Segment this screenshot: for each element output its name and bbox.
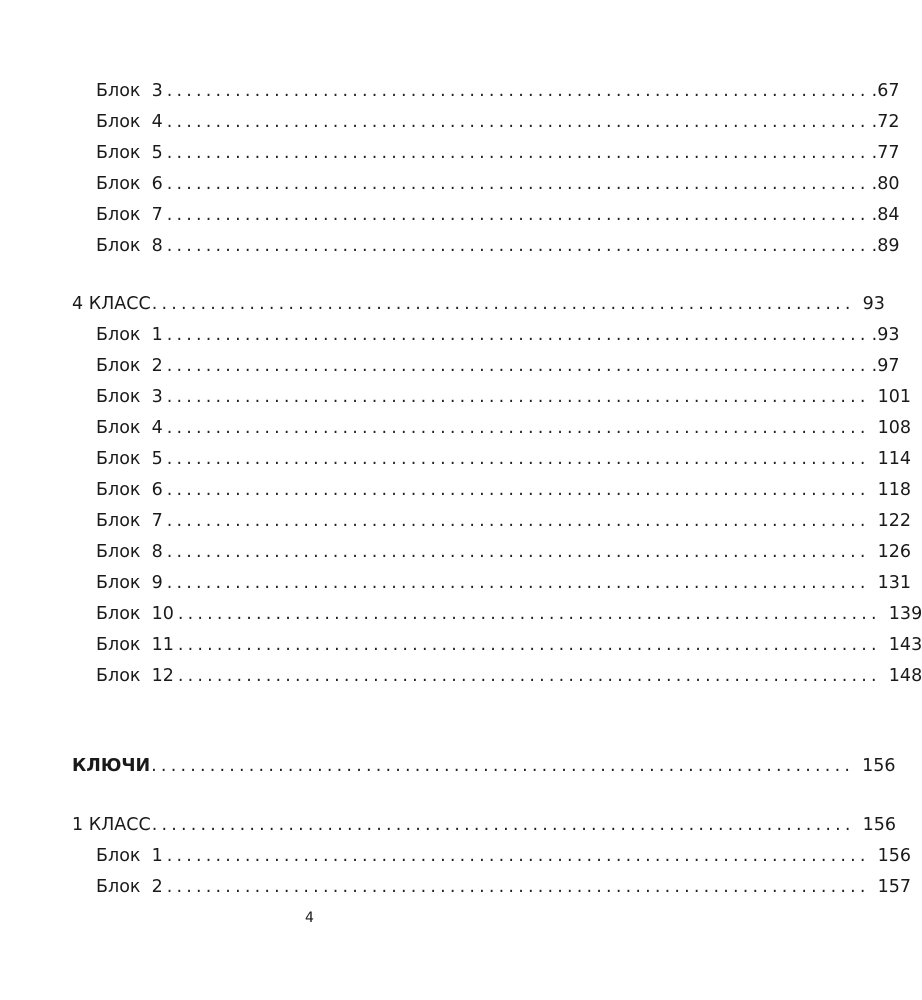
- leader-dots: ........................................................................: [151, 815, 855, 835]
- page-number: 4: [305, 910, 314, 926]
- leader-dots: ........................................................................: [151, 294, 855, 314]
- toc-entry-page: 101: [877, 387, 912, 407]
- toc-entry-page: .80: [871, 174, 900, 194]
- toc-entry: [96, 446, 912, 470]
- toc-entry: [96, 601, 922, 625]
- toc-entry-label: Блок 6: [96, 480, 163, 500]
- toc-entry-label: Блок 12: [96, 666, 174, 686]
- toc-entry-page: 131: [877, 573, 912, 593]
- toc-entry: [96, 415, 912, 439]
- toc-section-label: КЛЮЧИ: [72, 756, 151, 776]
- toc-section-label: 1 КЛАСС: [72, 815, 151, 835]
- toc-entry-page: 114: [877, 449, 912, 469]
- toc-entry-label: Блок 4: [96, 112, 163, 132]
- leader-dots: ........................................................................: [166, 418, 870, 438]
- toc-entry-label: Блок 10: [96, 604, 174, 624]
- toc-entry: [96, 508, 912, 532]
- leader-dots: ........................................................................: [166, 325, 870, 345]
- toc-entry: [96, 233, 900, 257]
- leader-dots: ........................................................................: [166, 877, 870, 897]
- toc-entry: [96, 384, 912, 408]
- toc-entry: [96, 322, 900, 346]
- toc-entry: [96, 477, 912, 501]
- toc-entry-page: 156: [862, 756, 896, 776]
- leader-dots: ........................................................................: [166, 449, 870, 469]
- leader-dots: ........................................................................: [177, 635, 881, 655]
- toc-section-1-class: [72, 812, 897, 836]
- toc-entry-page: 156: [877, 846, 912, 866]
- toc-entry-label: Блок 3: [96, 387, 163, 407]
- toc-entry-page: .97: [871, 356, 900, 376]
- leader-dots: ........................................................................: [166, 511, 870, 531]
- toc-entry-label: Блок 5: [96, 143, 163, 163]
- leader-dots: ........................................................................: [166, 356, 870, 376]
- toc-entry-page: 126: [877, 542, 912, 562]
- toc-entry-page: 157: [877, 877, 912, 897]
- toc-entry-page: 139: [888, 604, 922, 624]
- toc-entry: [96, 140, 900, 164]
- toc-entry-page: .89: [871, 236, 900, 256]
- toc-entry: [96, 109, 900, 133]
- toc-entry-label: Блок 2: [96, 877, 163, 897]
- toc-entry-page: 122: [877, 511, 912, 531]
- toc-entry-label: Блок 4: [96, 418, 163, 438]
- toc-entry-page: .77: [871, 143, 900, 163]
- toc-entry-label: Блок 11: [96, 635, 174, 655]
- toc-entry-page: .84: [871, 205, 900, 225]
- leader-dots: ........................................................................: [166, 542, 870, 562]
- leader-dots: ........................................................................: [177, 604, 881, 624]
- toc-entry-label: Блок 8: [96, 236, 163, 256]
- toc-entry-page: .93: [871, 325, 900, 345]
- toc-entry: [96, 570, 912, 594]
- toc-entry: [96, 539, 912, 563]
- toc-entry: [96, 874, 912, 898]
- toc-entry-label: Блок 8: [96, 542, 163, 562]
- leader-dots: ........................................................................: [166, 573, 870, 593]
- leader-dots: ........................................................................: [177, 666, 881, 686]
- toc-section-keys: [72, 753, 896, 777]
- leader-dots: ........................................................................: [166, 143, 870, 163]
- toc-entry-page: .72: [871, 112, 900, 132]
- toc-entry-label: Блок 7: [96, 511, 163, 531]
- toc-section-4-class: [72, 291, 885, 315]
- toc-entry-page: 118: [877, 480, 912, 500]
- toc-entry: [96, 843, 912, 867]
- toc-section-label: 4 КЛАСС: [72, 294, 151, 314]
- toc-entry-label: Блок 1: [96, 846, 163, 866]
- toc-entry-label: Блок 3: [96, 81, 163, 101]
- leader-dots: ........................................................................: [166, 480, 870, 500]
- toc-entry-page: 108: [877, 418, 912, 438]
- toc-entry-label: Блок 2: [96, 356, 163, 376]
- toc-entry-page: 143: [888, 635, 922, 655]
- leader-dots: ........................................................................: [151, 756, 855, 776]
- leader-dots: ........................................................................: [166, 174, 870, 194]
- leader-dots: ........................................................................: [166, 846, 870, 866]
- leader-dots: ........................................................................: [166, 236, 870, 256]
- toc-entry-page: 148: [888, 666, 922, 686]
- toc-entry-page: 93: [862, 294, 885, 314]
- toc-entry: [96, 171, 900, 195]
- toc-entry: [96, 202, 900, 226]
- toc-entry-label: Блок 9: [96, 573, 163, 593]
- toc-entry: [96, 353, 900, 377]
- leader-dots: ........................................................................: [166, 387, 870, 407]
- leader-dots: ........................................................................: [166, 81, 870, 101]
- toc-entry-label: Блок 5: [96, 449, 163, 469]
- toc-entry-page: .67: [871, 81, 900, 101]
- leader-dots: ........................................................................: [166, 112, 870, 132]
- leader-dots: ........................................................................: [166, 205, 870, 225]
- toc-entry-page: 156: [862, 815, 897, 835]
- toc-entry-label: Блок 1: [96, 325, 163, 345]
- toc-entry-label: Блок 7: [96, 205, 163, 225]
- toc-entry: [96, 632, 922, 656]
- toc-entry-label: Блок 6: [96, 174, 163, 194]
- toc-entry: [96, 663, 922, 687]
- toc-entry: [96, 78, 900, 102]
